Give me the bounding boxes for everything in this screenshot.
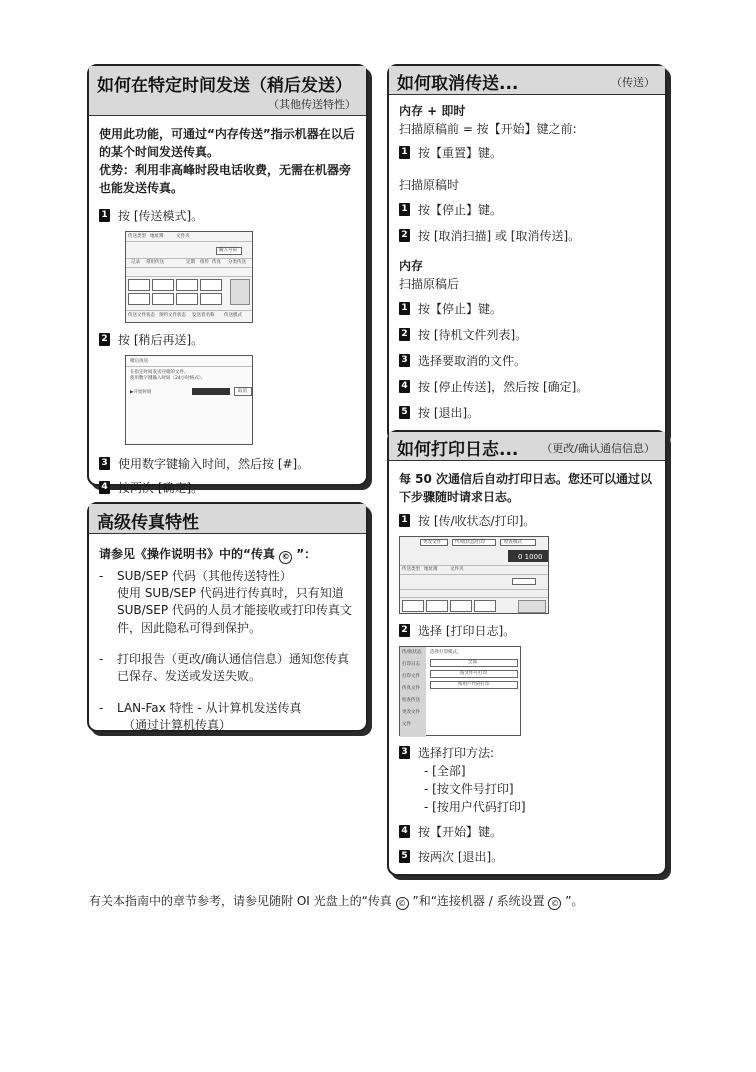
fax-manual-icon: © bbox=[279, 551, 292, 564]
footer-text: ”。 bbox=[565, 894, 584, 908]
journal-header bbox=[389, 432, 665, 461]
settings-manual-icon: © bbox=[548, 897, 561, 910]
menu-item: 更改文件 bbox=[402, 710, 420, 715]
print-journal-screenshot bbox=[399, 646, 521, 736]
feature-lan-fax bbox=[99, 700, 356, 735]
dialog-title: 稍后再送 bbox=[130, 359, 148, 364]
cancel-note: （传送） bbox=[611, 76, 655, 89]
button-label: 输入号码 bbox=[219, 248, 237, 253]
delayed-send-card bbox=[87, 64, 368, 495]
step-text: 选择要取消的文件。 bbox=[418, 354, 527, 368]
dialog-line: 使用数字键输入时间（24小时格式）。 bbox=[130, 376, 206, 381]
delayed-step-3 bbox=[99, 455, 356, 473]
menu-item: 文件 bbox=[402, 722, 411, 727]
step-text: 按【重置】键。 bbox=[418, 146, 503, 160]
step-text: 按两次 [确定]。 bbox=[118, 481, 204, 495]
bullet-dash: - bbox=[99, 568, 104, 583]
step-text: 使用数字键输入时间，然后按 [#]。 bbox=[118, 457, 310, 471]
print-mode-prompt: 选择打印模式。 bbox=[430, 650, 462, 655]
bottom-label: 传送模式 bbox=[224, 313, 242, 318]
delayed-step-1 bbox=[99, 207, 356, 225]
top-button-label: 更改文件 bbox=[423, 540, 441, 545]
tab-label: 文件夹 bbox=[450, 567, 464, 572]
menu-item: 传/收状态 bbox=[402, 650, 422, 655]
cancel-step-c2 bbox=[399, 326, 655, 344]
bullet-dash: - bbox=[99, 652, 104, 667]
step-text: 按 [停止传送]，然后按 [确定]。 bbox=[418, 380, 589, 394]
step-number: 2 bbox=[399, 328, 410, 341]
delayed-send-note: （其他传送特性） bbox=[268, 98, 356, 111]
method-option: - [全部] bbox=[424, 764, 466, 778]
cancel-title: 如何取消传送... bbox=[397, 74, 519, 94]
step-number: 4 bbox=[399, 380, 410, 393]
advanced-intro-text: 请参见《操作说明书》中的“传真 bbox=[99, 547, 275, 561]
send-later-screenshot bbox=[125, 355, 253, 445]
print-journal-card bbox=[387, 430, 667, 876]
dialog-line: 在指定时间发送存储的文件。 bbox=[130, 370, 189, 375]
section-memory: 内存 bbox=[399, 259, 424, 273]
print-option: 按用户代码打印 bbox=[458, 682, 490, 687]
tab-label: 文件夹 bbox=[176, 234, 190, 239]
advanced-fax-card bbox=[87, 502, 368, 732]
advanced-intro-end: ”： bbox=[296, 547, 317, 561]
tx-rx-status-screenshot bbox=[399, 536, 549, 614]
transmission-mode-screenshot bbox=[125, 231, 253, 323]
step-text: 按【停止】键。 bbox=[418, 203, 503, 217]
step-number: 1 bbox=[399, 203, 410, 216]
cancel-step-c1 bbox=[399, 300, 655, 318]
tab-label: 地址簿 bbox=[424, 567, 438, 572]
row-label: 分类传送 bbox=[228, 260, 246, 265]
step-number-2: 2 bbox=[99, 333, 110, 346]
print-option: 全部 bbox=[468, 660, 477, 665]
step-number: 4 bbox=[399, 825, 410, 838]
step-text: 按 [取消扫描] 或 [取消传送]。 bbox=[418, 229, 581, 243]
feature-body: 使用 SUB/SEP 代码进行传真时，只有知道 SUB/SEP 代码的人员才能接收或打印传真文件，因此隐私可得到保护。 bbox=[117, 585, 352, 635]
tab-label: 传送类型 bbox=[128, 234, 146, 239]
method-option: - [按用户代码打印] bbox=[424, 800, 526, 814]
step-text: 选择 [打印日志]。 bbox=[418, 624, 516, 638]
cancel-step-b1 bbox=[399, 201, 655, 219]
top-button-label: 检查模式 bbox=[504, 540, 522, 545]
bottom-label: 预约文件状态 bbox=[159, 313, 186, 318]
section-sub: 扫描原稿时 bbox=[399, 178, 460, 192]
step-number-3: 3 bbox=[99, 457, 110, 470]
feature-sub-sep bbox=[99, 568, 356, 638]
cancel-transmission-card bbox=[387, 64, 667, 442]
counter-value: 0 1000 bbox=[518, 553, 543, 561]
delayed-step-2 bbox=[99, 331, 356, 349]
bottom-label: 发送者名称 bbox=[192, 313, 215, 318]
step-number: 5 bbox=[399, 406, 410, 419]
step-text: 按两次 [退出]。 bbox=[418, 850, 504, 864]
row-label: 定期 bbox=[186, 260, 195, 265]
step-text: 按【开始】键。 bbox=[418, 825, 503, 839]
print-option: 按文件号打印 bbox=[460, 671, 487, 676]
menu-item: 打印日志 bbox=[402, 662, 420, 667]
delayed-step-4 bbox=[99, 479, 356, 497]
step-text: 按 [退出]。 bbox=[418, 406, 480, 420]
step-text: 按 [传/收状态/打印]。 bbox=[418, 514, 536, 528]
fax-manual-icon: © bbox=[396, 897, 409, 910]
tab-label: 传送类型 bbox=[402, 567, 420, 572]
row-label: 组传 bbox=[200, 260, 209, 265]
feature-head: LAN-Fax 特性 - 从计算机发送传真 bbox=[117, 700, 302, 715]
delayed-intro-2: 优势：利用非高峰时段电话收费，无需在机器旁也能发送传真。 bbox=[99, 163, 352, 195]
section-memory-immediate: 内存 + 即时 bbox=[399, 104, 466, 118]
advanced-intro bbox=[99, 545, 356, 564]
journal-step-2 bbox=[399, 622, 655, 640]
top-button-label: 传/收状态/打印 bbox=[455, 540, 486, 545]
step-text: 按 [传送模式]。 bbox=[118, 209, 204, 223]
bottom-label: 传送文件状态 bbox=[128, 313, 155, 318]
delayed-send-title: 如何在特定时间发送（稍后发送） bbox=[97, 76, 352, 96]
cancel-header bbox=[389, 66, 665, 95]
step-text: 选择打印方法: bbox=[418, 746, 495, 760]
step-number: 3 bbox=[399, 354, 410, 367]
feature-head: SUB/SEP 代码（其他传送特性） bbox=[117, 568, 292, 583]
row-label: 常用传送 bbox=[146, 260, 164, 265]
step-number-4: 4 bbox=[99, 481, 110, 494]
journal-intro: 每 50 次通信后自动打印日志。您还可以通过以下步骤随时请求日志。 bbox=[399, 472, 653, 504]
cancel-label: 取消 bbox=[238, 389, 247, 394]
journal-step-4 bbox=[399, 823, 655, 841]
cancel-step-c4 bbox=[399, 378, 655, 396]
step-number: 1 bbox=[399, 514, 410, 527]
feature-body: （通过计算机传真） bbox=[123, 718, 232, 733]
start-time-label: ▶开始时间 bbox=[130, 390, 152, 395]
footer-text: 有关本指南中的章节参考，请参见随附 OI 光盘上的“传真 bbox=[89, 894, 392, 908]
step-number: 1 bbox=[399, 302, 410, 315]
feature-print-report bbox=[99, 651, 356, 686]
section-sub: 扫描原稿后 bbox=[399, 277, 460, 291]
step-text: 按 [待机文件列表]。 bbox=[418, 328, 528, 342]
journal-step-1 bbox=[399, 512, 655, 530]
time-field bbox=[192, 388, 230, 395]
bullet-dash: - bbox=[99, 700, 104, 715]
feature-head: 打印报告（更改/确认通信信息）通知您传真已保存、发送或发送失败。 bbox=[117, 652, 350, 684]
step-number: 2 bbox=[399, 624, 410, 637]
menu-item: 检查传送 bbox=[402, 698, 420, 703]
step-text: 按 [稍后再送]。 bbox=[118, 333, 204, 347]
step-number: 1 bbox=[399, 146, 410, 159]
advanced-title: 高级传真特性 bbox=[97, 513, 199, 533]
journal-step-3 bbox=[399, 744, 655, 816]
footer-note bbox=[89, 892, 583, 910]
method-option: - [按文件号打印] bbox=[424, 782, 514, 796]
step-number: 5 bbox=[399, 850, 410, 863]
menu-item: 传真文件 bbox=[402, 686, 420, 691]
cancel-step-c3 bbox=[399, 352, 655, 370]
cancel-step-b2 bbox=[399, 227, 655, 245]
tab-label: 地址簿 bbox=[150, 234, 164, 239]
menu-item: 打印文件 bbox=[402, 674, 420, 679]
row-label: 传真 bbox=[212, 260, 221, 265]
footer-text: ”和“连接机器 / 系统设置 bbox=[412, 894, 545, 908]
cancel-step-a1 bbox=[399, 144, 655, 162]
delayed-send-header bbox=[89, 66, 366, 116]
journal-step-5 bbox=[399, 848, 655, 866]
step-number: 2 bbox=[399, 229, 410, 242]
row-label: 记录 bbox=[131, 260, 140, 265]
journal-title: 如何打印日志... bbox=[397, 440, 519, 460]
delayed-intro-1: 使用此功能，可通过“内存传送”指示机器在以后的某个时间发送传真。 bbox=[99, 127, 355, 159]
cancel-step-c5 bbox=[399, 404, 655, 422]
step-number: 3 bbox=[399, 746, 410, 759]
step-text: 按【停止】键。 bbox=[418, 302, 503, 316]
advanced-header bbox=[89, 504, 366, 534]
section-sub: 扫描原稿前 = 按【开始】键之前: bbox=[399, 122, 577, 136]
step-number-1: 1 bbox=[99, 209, 110, 222]
journal-note: （更改/确认通信信息） bbox=[541, 442, 655, 455]
